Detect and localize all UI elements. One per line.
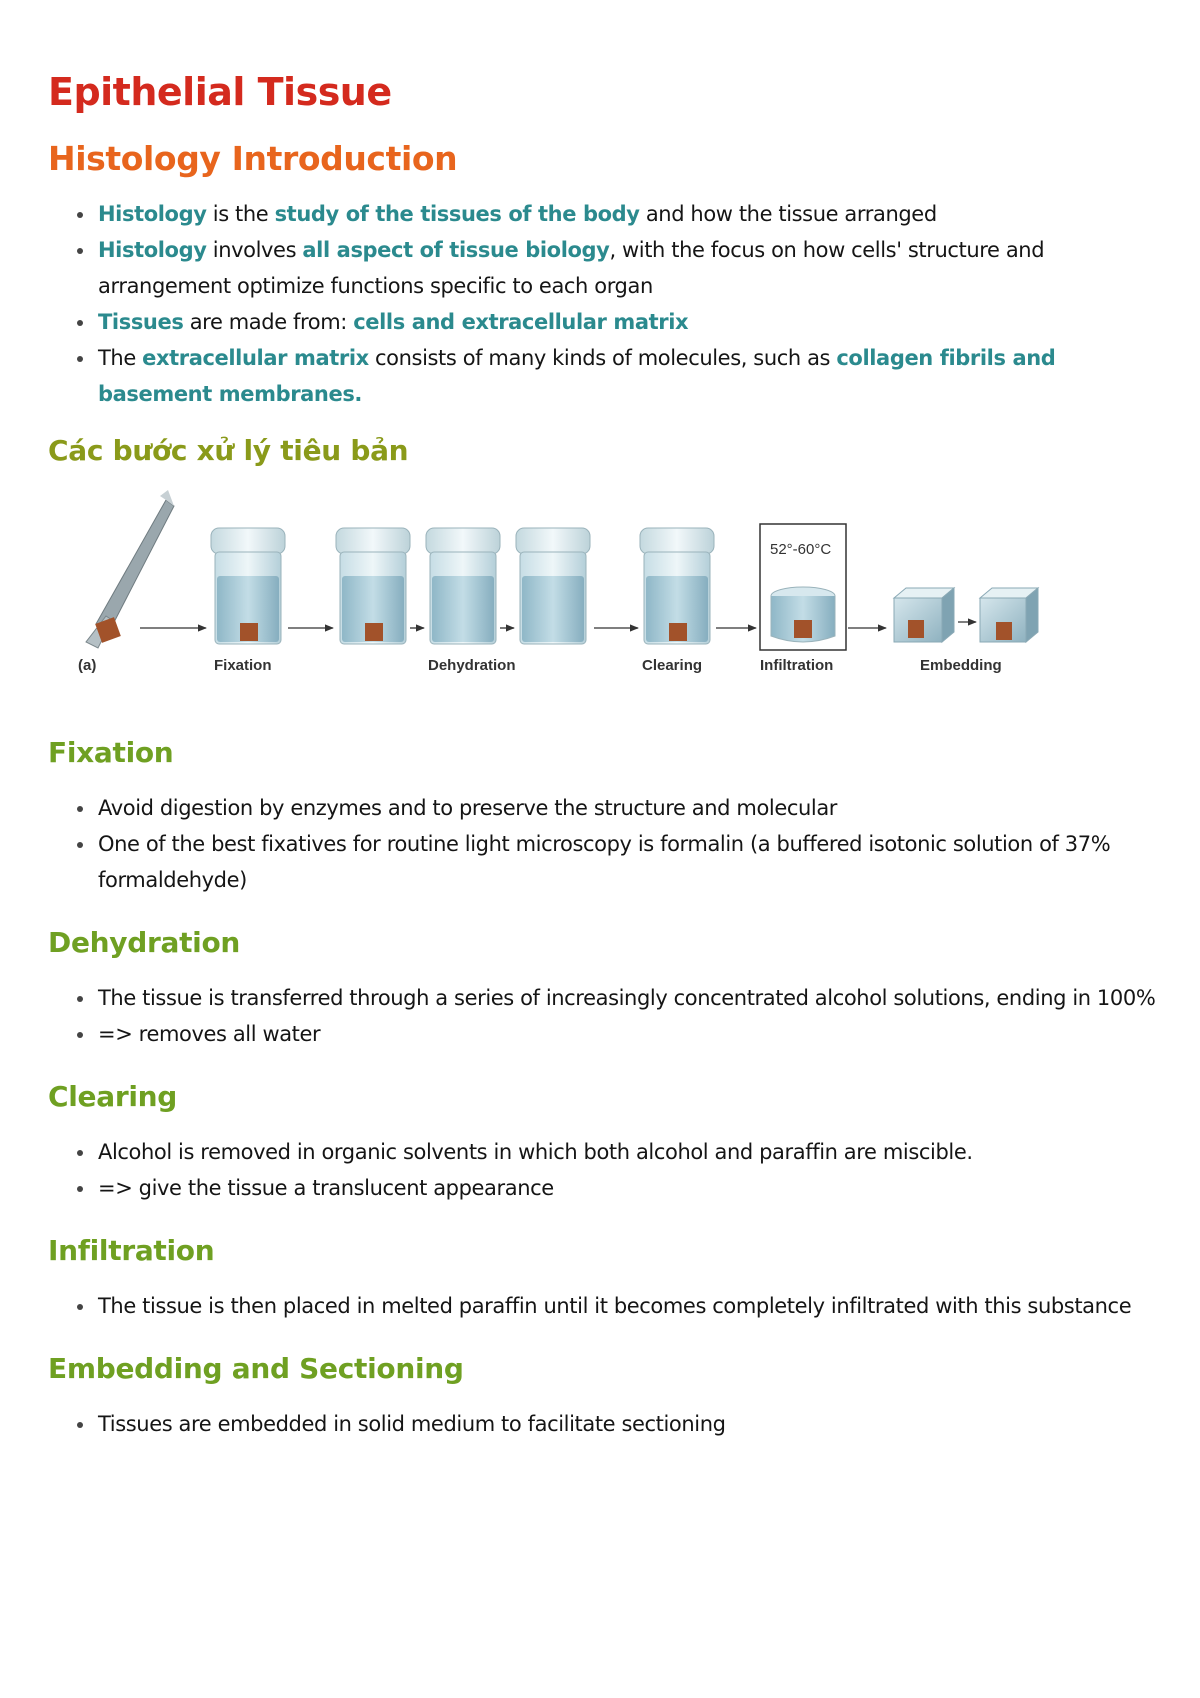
figure-label-fixation: Fixation bbox=[214, 657, 272, 674]
section-heading-infiltration: Infiltration bbox=[48, 1234, 215, 1267]
intro-list bbox=[48, 196, 1158, 412]
tissue-processing-figure bbox=[48, 490, 1048, 690]
list-item: Histology is the study of the tissues of the body and how the tissue arranged bbox=[98, 196, 1158, 232]
infiltration-oven bbox=[760, 524, 846, 650]
list-item: Avoid digestion by enzymes and to preserve the structure and molecular bbox=[98, 790, 1158, 826]
paraffin-block-1 bbox=[894, 588, 954, 642]
section-heading-histology-introduction: Histology Introduction bbox=[48, 139, 458, 178]
section-heading-dehydration: Dehydration bbox=[48, 926, 241, 959]
list-item: The tissue is then placed in melted paraffin until it becomes completely infiltrated with this substance bbox=[98, 1288, 1158, 1324]
jar-dehydration-2 bbox=[426, 528, 500, 644]
list-item: One of the best fixatives for routine light microscopy is formalin (a buffered isotonic solution of 37% formaldehyde) bbox=[98, 826, 1158, 898]
list-item: Histology involves all aspect of tissue biology, with the focus on how cells' structure and arrangement optimize functions specific to each organ bbox=[98, 232, 1158, 304]
document bbox=[48, 66, 1158, 1442]
infiltration-list bbox=[48, 1288, 1158, 1324]
list-item: Alcohol is removed in organic solvents in which both alcohol and paraffin are miscible. bbox=[98, 1134, 1158, 1170]
list-item: The tissue is transferred through a series of increasingly concentrated alcohol solutions, ending in 100% bbox=[98, 980, 1158, 1016]
jar-dehydration-3 bbox=[516, 528, 590, 644]
embedding-list bbox=[48, 1406, 1158, 1442]
dehydration-list bbox=[48, 980, 1158, 1052]
temperature-label: 52°-60°C bbox=[770, 541, 832, 558]
list-item: => removes all water bbox=[98, 1016, 1158, 1052]
clearing-list bbox=[48, 1134, 1158, 1206]
list-item: The extracellular matrix consists of many kinds of molecules, such as collagen fibrils and basement membranes. bbox=[98, 340, 1158, 412]
paraffin-block-2 bbox=[980, 588, 1038, 642]
figure-label-infiltration: Infiltration bbox=[760, 657, 834, 674]
section-heading-clearing: Clearing bbox=[48, 1080, 178, 1113]
scalpel-icon bbox=[86, 490, 174, 648]
jar-clearing bbox=[640, 528, 714, 644]
list-item: Tissues are embedded in solid medium to facilitate sectioning bbox=[98, 1406, 1158, 1442]
page-title: Epithelial Tissue bbox=[48, 70, 392, 114]
figure-label-embedding: Embedding bbox=[920, 657, 1002, 674]
jar-fixation bbox=[211, 528, 285, 644]
section-heading-fixation: Fixation bbox=[48, 736, 174, 769]
figure-label-a: (a) bbox=[78, 657, 97, 674]
list-item: Tissues are made from: cells and extracellular matrix bbox=[98, 304, 1158, 340]
section-heading-embedding: Embedding and Sectioning bbox=[48, 1352, 464, 1385]
fixation-list bbox=[48, 790, 1158, 898]
list-item: => give the tissue a translucent appearance bbox=[98, 1170, 1158, 1206]
figure-label-clearing: Clearing bbox=[642, 657, 703, 674]
section-heading-processing-steps: Các bước xử lý tiêu bản bbox=[48, 434, 409, 467]
jar-dehydration-1 bbox=[336, 528, 410, 644]
figure-label-dehydration: Dehydration bbox=[428, 657, 516, 674]
